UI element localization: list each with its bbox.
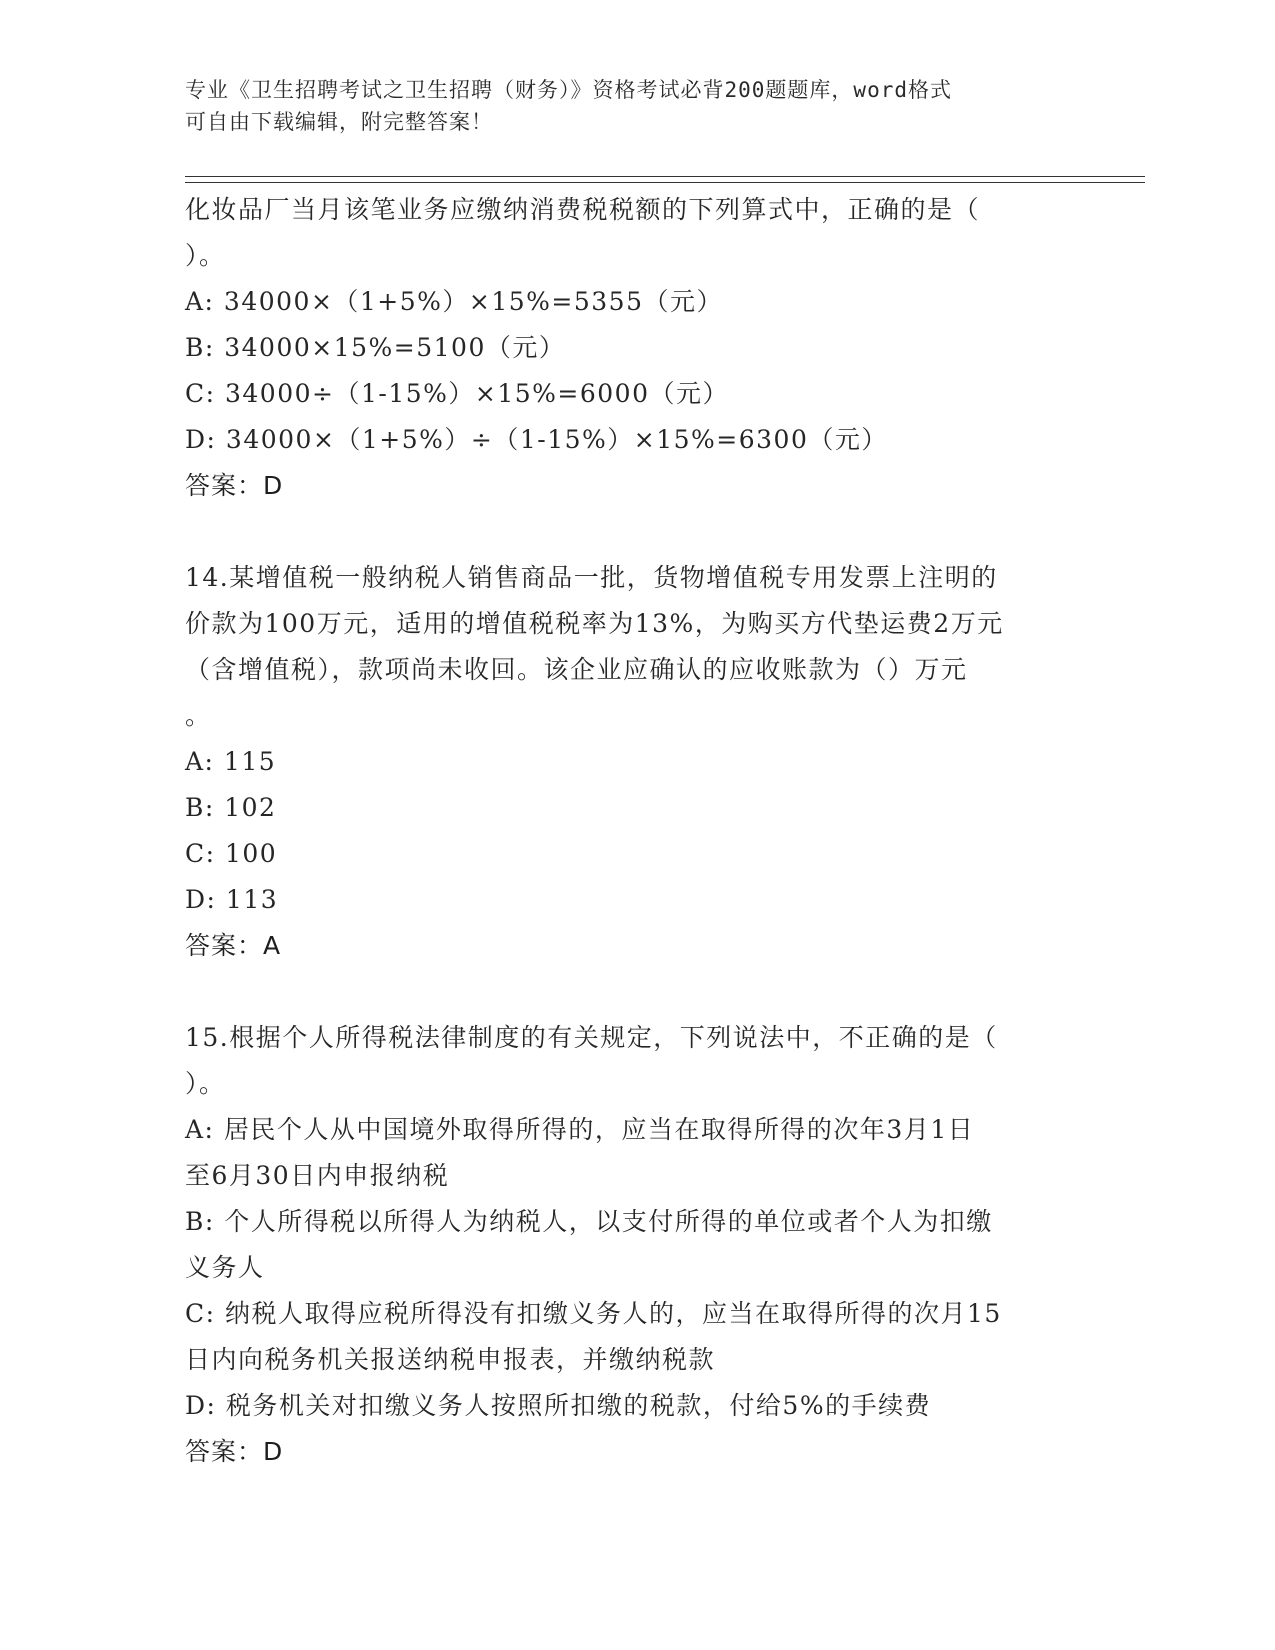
answer-line: 答案：A (185, 931, 282, 960)
question-stem-line: ）。 (185, 1069, 226, 1098)
option-a: A: 居民个人从中国境外取得所得的，应当在取得所得的次年3月1日 (185, 1115, 975, 1144)
option-d: D: 34000×（1+5%）÷（1-15%）×15%=6300（元） (185, 425, 888, 454)
question-stem-line: 化妆品厂当月该笔业务应缴纳消费税税额的下列算式中，正确的是（ (185, 195, 981, 224)
header-title-line-1: 专业《卫生招聘考试之卫生招聘（财务）》资格考试必背200题题库，word格式 (185, 78, 952, 102)
option-c-continued: 日内向税务机关报送纳税申报表，并缴纳税款 (185, 1345, 716, 1374)
question-stem-line: （含增值税），款项尚未收回。该企业应确认的应收账款为（）万元 (185, 655, 968, 684)
spacer (185, 969, 1085, 1015)
document-header (185, 74, 1085, 138)
question-stem-line: 。 (185, 701, 212, 730)
question-stem-line: 价款为100万元，适用的增值税税率为13%，为购买方代垫运费2万元 (185, 609, 1004, 638)
question-stem-line: 14.某增值税一般纳税人销售商品一批，货物增值税专用发票上注明的 (185, 563, 998, 592)
question-stem-line: 15.根据个人所得税法律制度的有关规定，下列说法中，不正确的是（ (185, 1023, 998, 1052)
option-a: A: 115 (185, 747, 277, 776)
option-c: C: 纳税人取得应税所得没有扣缴义务人的，应当在取得所得的次月15 (185, 1299, 1002, 1328)
header-title-line-2: 可自由下载编辑，附完整答案！ (185, 110, 493, 134)
option-a: A: 34000×（1+5%）×15%=5355（元） (185, 287, 723, 316)
question-list (185, 187, 1085, 1475)
option-c: C: 34000÷（1-15%）×15%=6000（元） (185, 379, 729, 408)
option-d: D: 税务机关对扣缴义务人按照所扣缴的税款，付给5%的手续费 (185, 1391, 932, 1420)
header-divider-bottom (185, 182, 1145, 183)
option-b: B: 34000×15%=5100（元） (185, 333, 566, 362)
spacer (185, 509, 1085, 555)
answer-line: 答案：D (185, 471, 284, 500)
option-c: C: 100 (185, 839, 278, 868)
option-d: D: 113 (185, 885, 279, 914)
header-divider-top (185, 176, 1145, 177)
question-block-14 (185, 555, 1085, 969)
option-b: B: 个人所得税以所得人为纳税人，以支付所得的单位或者个人为扣缴 (185, 1207, 993, 1236)
question-block-15 (185, 1015, 1085, 1475)
option-a-continued: 至6月30日内申报纳税 (185, 1161, 450, 1190)
option-b: B: 102 (185, 793, 277, 822)
question-block-13 (185, 187, 1085, 509)
question-stem-line: ）。 (185, 241, 226, 270)
answer-line: 答案：D (185, 1437, 284, 1466)
option-b-continued: 义务人 (185, 1253, 265, 1282)
